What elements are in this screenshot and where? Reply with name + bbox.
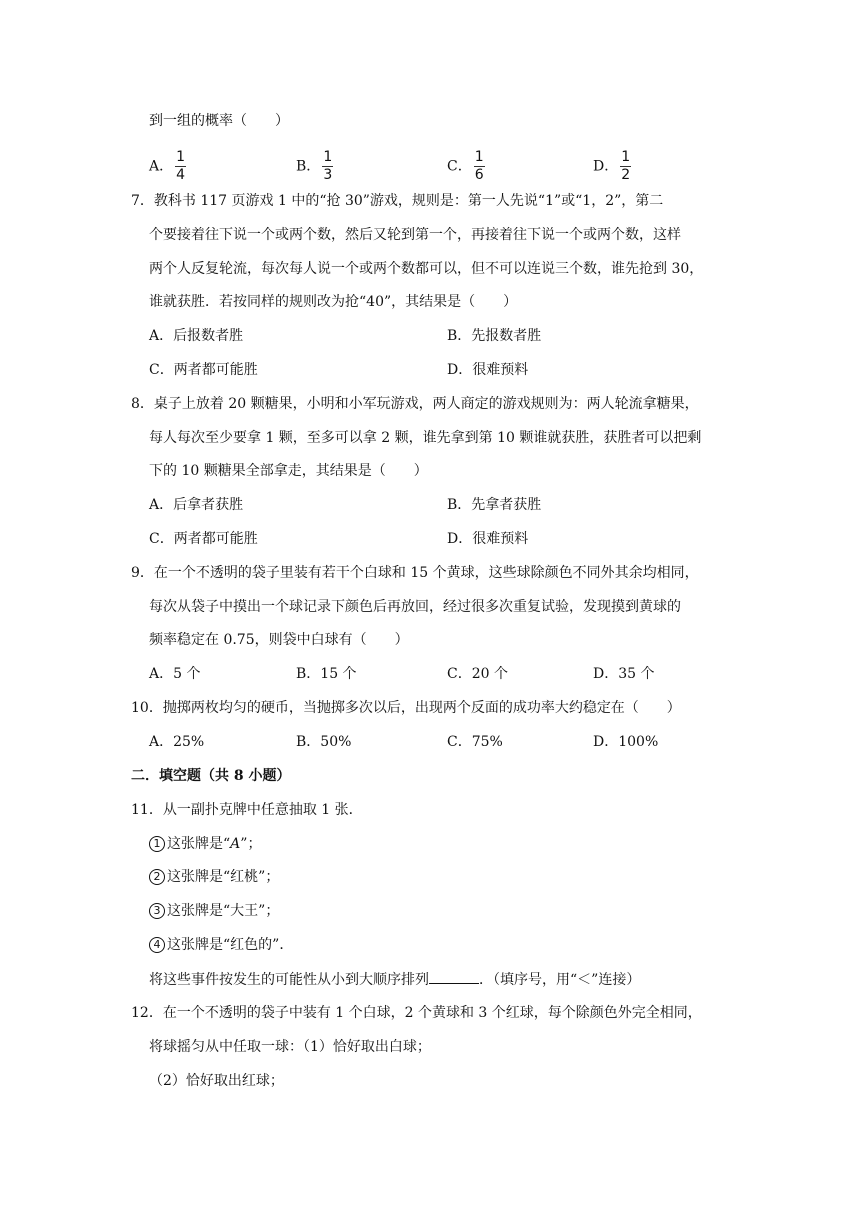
- q9-stem-line: 频率稳定在 0.75，则袋中白球有（ ）: [149, 632, 409, 648]
- q10-option-c: C．75%: [447, 734, 503, 750]
- q7-option-c: C．两者都可能胜: [149, 362, 258, 378]
- q9-option-c: C．20 个: [447, 666, 508, 682]
- q8-stem-line: 下的 10 颗糖果全部拿走，其结果是（ ）: [149, 463, 428, 479]
- option-letter: D．: [593, 158, 619, 175]
- q7-stem-line: 7．教科书 117 页游戏 1 中的“抢 30”游戏，规则是：第一人先说“1”或“1，2”，第二: [131, 193, 664, 209]
- denominator: 4: [176, 167, 186, 183]
- q9-stem-line: 9．在一个不透明的袋子里装有若干个白球和 15 个黄球，这些球除颜色不同外其余均相同，: [131, 565, 699, 581]
- q9-option-a: A．5 个: [149, 666, 201, 682]
- q11-item-1: [149, 834, 261, 854]
- q6-option-d: [593, 150, 631, 183]
- q6-option-b: [296, 150, 333, 183]
- q11-stem: 11．从一副扑克牌中任意抽取 1 张．: [131, 802, 363, 818]
- fraction: [322, 150, 333, 183]
- section-heading: 二．填空题（共 8 小题）: [131, 768, 291, 784]
- denominator: 6: [474, 167, 484, 183]
- circled-number: 4: [149, 937, 165, 953]
- question-text: 将这些事件按发生的可能性从小到大顺序排列: [149, 972, 429, 988]
- numerator: 1: [323, 149, 333, 165]
- q7-option-a: A．后报数者胜: [149, 328, 244, 344]
- q6-option-a: [149, 150, 186, 183]
- q8-stem-line: 8．桌子上放着 20 颗糖果，小明和小军玩游戏，两人商定的游戏规则为：两人轮流拿糖果，: [131, 396, 699, 412]
- q8-option-d: D．很难预料: [447, 531, 529, 547]
- option-letter: A．: [149, 158, 174, 175]
- numerator: 1: [474, 149, 484, 165]
- denominator: 2: [621, 167, 631, 183]
- circled-number: 3: [149, 903, 165, 919]
- q11-item-2: [149, 867, 279, 887]
- q11-item-4: [149, 935, 293, 955]
- q6-continuation: 到一组的概率（ ）: [149, 113, 289, 129]
- circled-number: 2: [149, 869, 165, 885]
- option-letter: C．: [447, 158, 472, 175]
- answer-blank[interactable]: [429, 969, 479, 984]
- q8-option-a: A．后拿者获胜: [149, 497, 244, 513]
- item-text: 这张牌是“红桃”；: [167, 869, 280, 885]
- q11-item-3: [149, 901, 279, 921]
- denominator: 3: [323, 167, 333, 183]
- q10-option-a: A．25%: [149, 734, 205, 750]
- q8-option-b: B．先拿者获胜: [447, 497, 542, 513]
- item-emphasis: A: [230, 836, 241, 852]
- item-text: 这张牌是“红色的”．: [167, 937, 294, 953]
- item-text: 这张牌是“大王”；: [167, 903, 280, 919]
- q10-option-b: B．50%: [296, 734, 352, 750]
- q9-stem-line: 每次从袋子中摸出一个球记录下颜色后再放回，经过很多次重复试验，发现摸到黄球的: [149, 599, 681, 615]
- q7-option-b: B．先报数者胜: [447, 328, 542, 344]
- q12-stem-line: 将球摇匀从中任取一球：（1）恰好取出白球；: [149, 1039, 431, 1055]
- q12-stem-line: 12．在一个不透明的袋子中装有 1 个白球，2 个黄球和 3 个红球，每个除颜色外完全相同，: [131, 1005, 702, 1021]
- q6-option-c: [447, 150, 485, 183]
- q9-option-d: D．35 个: [593, 666, 655, 682]
- q8-stem-line: 每人每次至少要拿 1 颗，至多可以拿 2 颗，谁先拿到第 10 颗谁就获胜，获胜者可以把剩: [149, 430, 702, 446]
- item-text-end: ”；: [240, 836, 262, 852]
- q7-option-d: D．很难预料: [447, 362, 529, 378]
- fraction: [175, 150, 186, 183]
- q9-option-b: B．15 个: [296, 666, 357, 682]
- q10-option-d: D．100%: [593, 734, 659, 750]
- q7-stem-line: 谁就获胜．若按同样的规则改为抢“40”，其结果是（ ）: [149, 294, 518, 310]
- fraction: [474, 150, 485, 183]
- numerator: 1: [176, 149, 186, 165]
- q10-stem: 10．抛掷两枚均匀的硬币，当抛掷多次以后，出现两个反面的成功率大约稳定在（ ）: [131, 700, 681, 716]
- item-text: 这张牌是“: [167, 836, 231, 852]
- q7-stem-line: 两个人反复轮流，每次每人说一个或两个数都可以，但不可以连说三个数，谁先抢到 30，: [149, 261, 704, 277]
- circled-number: 1: [149, 836, 165, 852]
- q7-stem-line: 个要接着往下说一个或两个数，然后又轮到第一个，再接着往下说一个或两个数，这样: [149, 227, 681, 243]
- fraction: [620, 150, 631, 183]
- q11-question: [149, 969, 640, 990]
- question-text-end: ．（填序号，用“＜”连接）: [479, 972, 641, 988]
- numerator: 1: [621, 149, 631, 165]
- q8-option-c: C．两者都可能胜: [149, 531, 258, 547]
- option-letter: B．: [296, 158, 321, 175]
- q12-stem-line: （2）恰好取出红球；: [149, 1073, 284, 1089]
